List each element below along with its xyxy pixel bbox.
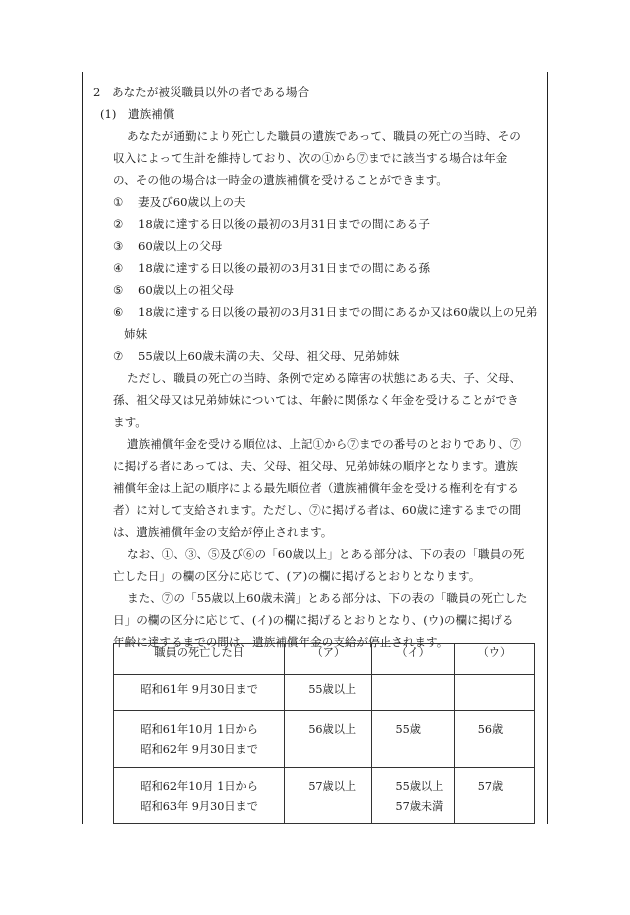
table-cell [285,768,372,824]
paragraph-line: 者）に対して支給されます。ただし、⑦に掲げる者は、60歳に達するまでの間 [113,503,522,517]
intro-line: の、その他の場合は一時金の遺族補償を受けることができます。 [113,173,448,187]
item-number: ② [113,217,124,231]
table-cell [285,711,372,768]
table-cell [454,675,534,711]
age-u: 57歳 [477,780,504,793]
table-cell [114,768,285,824]
section-heading: 2 あなたが被災職員以外の者である場合 [93,85,310,99]
paragraph-line: は、遺族補償年金の支給が停止されます。 [113,525,333,539]
item-text: 18歳に達する日以後の最初の3月31日までの間にあるか又は60歳以上の兄弟 [138,305,538,319]
table-header-cell: （ウ） [454,644,534,675]
age-u: 56歳 [477,723,504,736]
table-cell [372,675,454,711]
item-number: ⑦ [113,349,124,363]
date-line: 昭和61年10月 1日から [140,723,258,736]
age-a: 56歳以上 [308,723,357,736]
paragraph-line: 補償年金は上記の順序による最先順位者（遺族補償年金を受ける権利を有する [113,481,519,495]
table-header-cell: （イ） [372,644,454,675]
item-text: 18歳に達する日以後の最初の3月31日までの間にある子 [138,217,430,231]
table-cell [372,768,454,824]
intro-line: 収入によって生計を維持しており、次の①から⑦までに該当する場合は年金 [113,151,508,165]
item-number: ④ [113,261,124,275]
item-number: ⑥ [113,305,124,319]
item-text: 18歳に達する日以後の最初の3月31日までの間にある孫 [138,261,430,275]
table-header-cell: 職員の死亡した日 [114,644,285,675]
table-cell [454,711,534,768]
table-row [114,768,535,824]
item-continuation: 姉妹 [124,327,148,341]
age-a: 57歳以上 [308,780,357,793]
item-text: 60歳以上の父母 [138,239,223,253]
table-row [114,711,535,768]
age-i: 55歳 [395,723,421,736]
table-row [114,675,535,711]
paragraph-line: ただし、職員の死亡の当時、条例で定める障害の状態にある夫、子、父母、 [127,371,522,385]
age-table [113,643,535,824]
date-line: 昭和62年10月 1日から [140,780,258,793]
paragraph-line: 日」の欄の区分に応じて、(イ)の欄に掲げるとおりとなり、(ウ)の欄に掲げる [113,613,514,627]
table-header-row [114,644,535,675]
subsection-heading: (1) 遺族補償 [100,107,175,121]
intro-line: あなたが通勤により死亡した職員の遺族であって、職員の死亡の当時、その [127,129,521,143]
date-line: 昭和61年 9月30日まで [140,683,258,696]
item-text: 55歳以上60歳未満の夫、父母、祖父母、兄弟姉妹 [138,349,400,363]
paragraph-line: 年齢に達するまでの間は、遺族補償年金の支給が停止されます。 [113,635,449,649]
age-a: 55歳以上 [308,683,357,696]
item-number: ⑤ [113,283,124,297]
age-u [455,675,534,680]
age-i: 57歳未満 [395,800,444,813]
item-text: 妻及び60歳以上の夫 [138,195,246,209]
item-number: ③ [113,239,124,253]
paragraph-line: 遺族補償年金を受ける順位は、上記①から⑦までの番号のとおりであり、⑦ [127,437,522,451]
table-cell [372,711,454,768]
paragraph-line: 亡した日」の欄の区分に応じて、(ア)の欄に掲げるとおりとなります。 [113,569,481,583]
table-cell [114,711,285,768]
age-i: 55歳以上 [395,780,444,793]
item-text: 60歳以上の祖父母 [138,283,234,297]
paragraph-line: 孫、祖父母又は兄弟姉妹については、年齢に関係なく年金を受けることができ [113,393,519,407]
paragraph-line: に掲げる者にあっては、夫、父母、祖父母、兄弟姉妹の順序となります。遺族 [113,459,518,473]
item-number: ① [113,195,124,209]
age-i [372,675,453,680]
table-cell [454,768,534,824]
paragraph-line: ます。 [113,415,147,429]
table-header-cell: （ア） [285,644,372,675]
date-line: 昭和63年 9月30日まで [140,800,258,813]
date-line: 昭和62年 9月30日まで [140,743,258,756]
paragraph-line: また、⑦の「55歳以上60歳未満」とある部分は、下の表の「職員の死亡した [127,591,528,605]
table-cell [114,675,285,711]
paragraph-line: なお、①、③、⑤及び⑥の「60歳以上」とある部分は、下の表の「職員の死 [127,547,525,561]
table-cell [285,675,372,711]
